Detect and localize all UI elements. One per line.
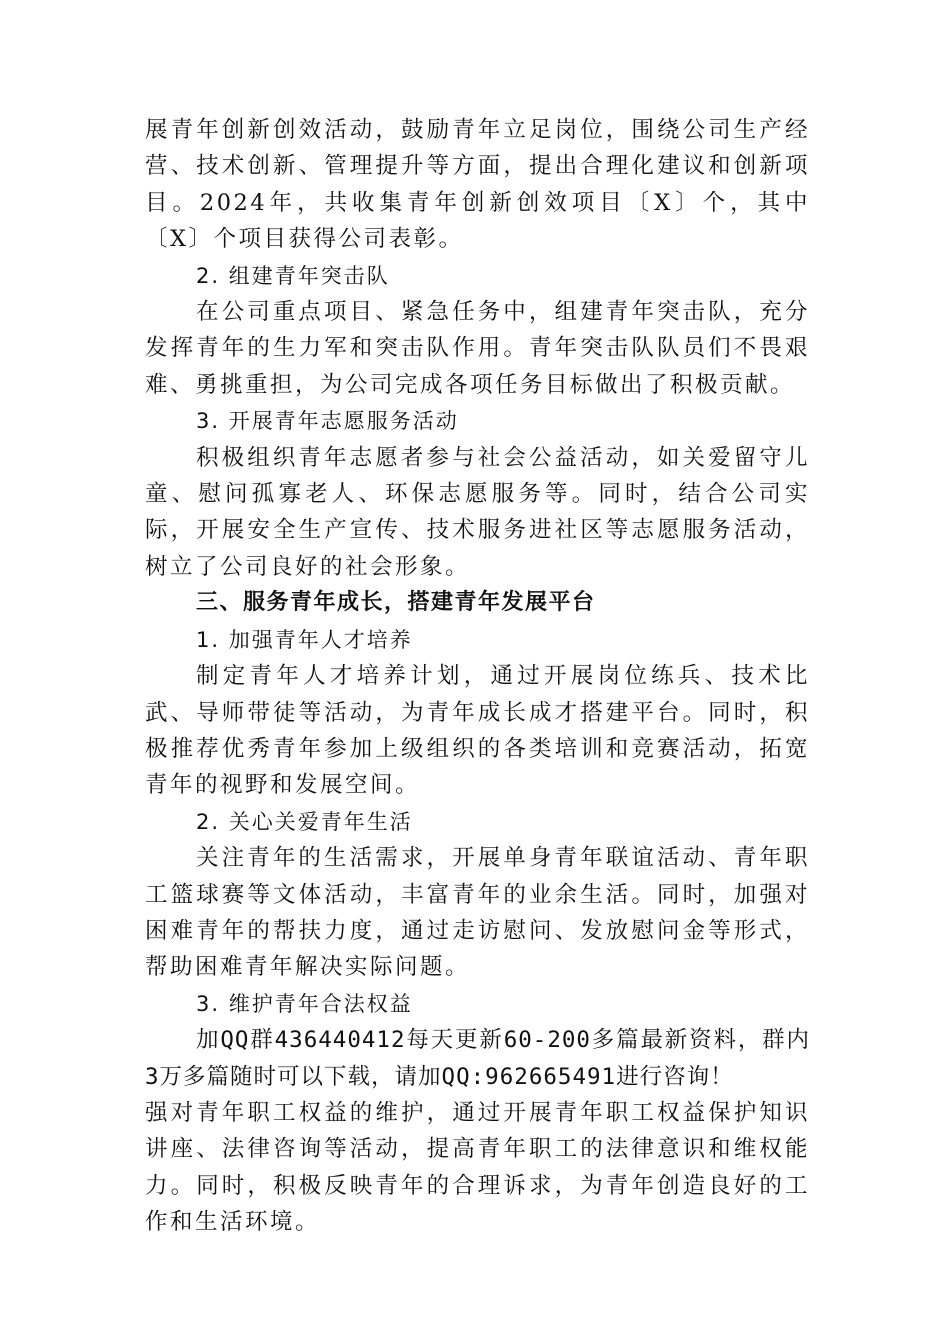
paragraph-2-2: 在公司重点项目、紧急任务中，组建青年突击队，充分发挥青年的生力军和突击队作用。青年突击队队员们不畏艰难、勇挑重担，为公司完成各项任务目标做出了积极贡献。: [145, 299, 810, 398]
paragraph-3-2: 关注青年的生活需求，开展单身青年联谊活动、青年职工篮球赛等文体活动，丰富青年的业余生活。同时，加强对困难青年的帮扶力度，通过走访慰问、发放慰问金等形式，帮助困难青年解决实际问题。: [145, 845, 810, 981]
subheading-3-2: 2. 关心关爱青年生活: [196, 809, 413, 834]
paragraph-3-3: 强对青年职工权益的维护，通过开展青年职工权益保护知识讲座、法律咨询等活动，提高青年职工的法律意识和维权能力。同时，积极反映青年的合理诉求，为青年创造良好的工作和生活环境。: [145, 1099, 810, 1236]
section-heading-3: 三、服务青年成长，搭建青年发展平台: [196, 590, 596, 616]
document-page: [145, 112, 810, 1241]
subheading-2-2: 2. 组建青年突击队: [196, 263, 390, 288]
subheading-3-1: 1. 加强青年人才培养: [196, 627, 413, 652]
subheading-3-3: 3. 维护青年合法权益: [196, 991, 413, 1016]
paragraph-2-3: 积极组织青年志愿者参与社会公益活动，如关爱留守儿童、慰问孤寡老人、环保志愿服务等。同时，结合公司实际，开展安全生产宣传、技术服务进社区等志愿服务活动，树立了公司良好的社会形象。: [145, 444, 810, 580]
subheading-2-3: 3. 开展青年志愿服务活动: [196, 409, 459, 434]
paragraph-3-3-ad: 加QQ群436440412每天更新60-200多篇最新资料，群内3万多篇随时可以下载，请加QQ:962665491进行咨询！: [145, 1027, 810, 1090]
paragraph-intro: 展青年创新创效活动，鼓励青年立足岗位，围绕公司生产经营、技术创新、管理提升等方面，提出合理化建议和创新项目。2024年，共收集青年创新创效项目〔X〕个，其中〔X〕个项目获得公司表彰。: [145, 117, 810, 253]
paragraph-3-1: 制定青年人才培养计划，通过开展岗位练兵、技术比武、导师带徒等活动，为青年成长成才搭建平台。同时，积极推荐优秀青年参加上级组织的各类培训和竞赛活动，拓宽青年的视野和发展空间。: [145, 663, 810, 799]
